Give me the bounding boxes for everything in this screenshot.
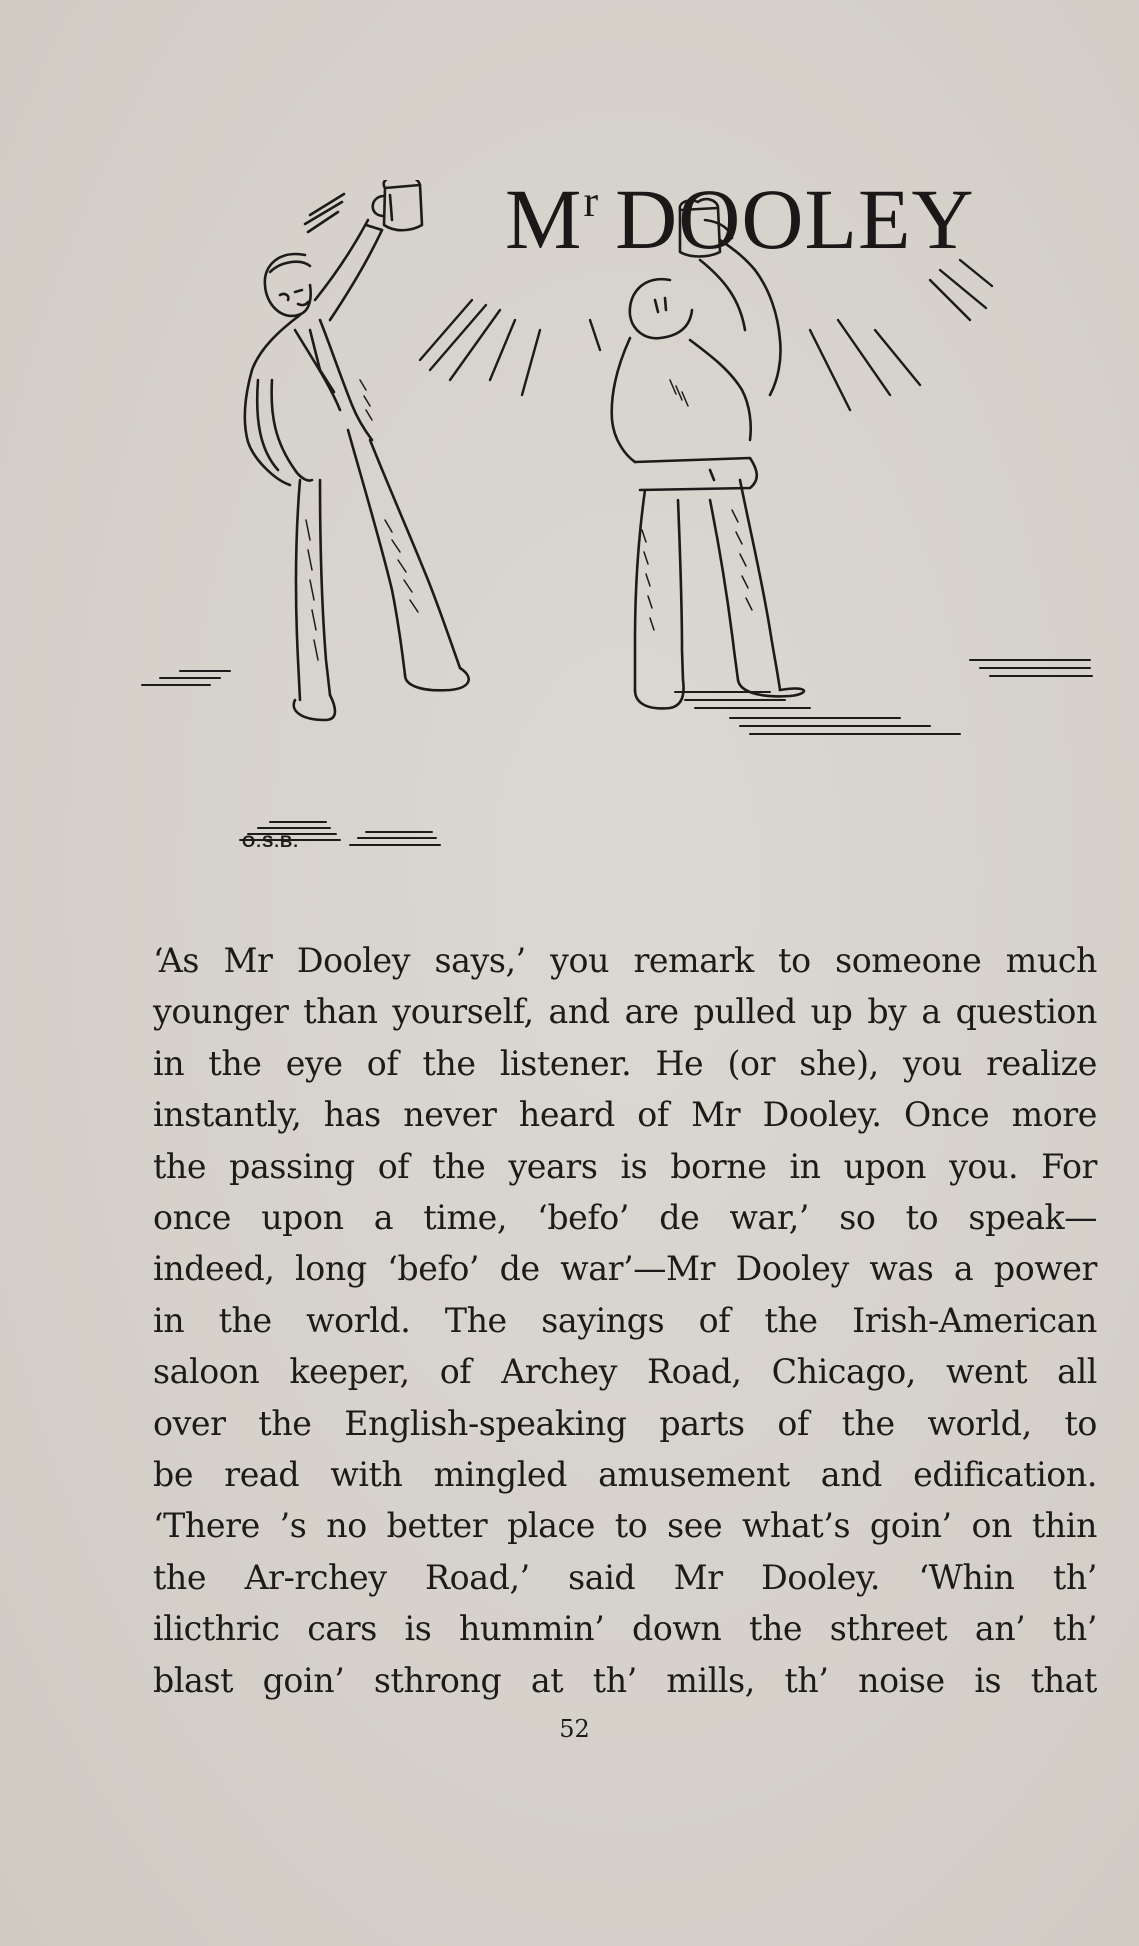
toasting-men-illustration [130,180,1100,880]
body-line: instantly, has never heard of Mr Dooley. Once more [153,1095,1097,1135]
body-line: blast goin’ sthrong at th’ mills, th’ noise is that [153,1660,1097,1700]
title-superscript: r [583,176,600,226]
body-line: the Ar-rchey Road,’ said Mr Dooley. ‘Whin th’ [153,1557,1097,1597]
title-prefix: M [505,170,583,267]
page-number: 52 [559,1715,590,1743]
body-line: the passing of the years is borne in upon you. For [153,1146,1097,1186]
body-line: in the eye of the listener. He (or she), you realize [153,1043,1097,1083]
body-line: ‘There ’s no better place to see what’s goin’ on thin [153,1506,1097,1546]
left-man-figure [245,180,469,720]
body-line: indeed, long ‘befo’ de war’—Mr Dooley was a power [153,1249,1097,1289]
body-line: ‘As Mr Dooley says,’ you remark to someone much [153,941,1097,980]
body-line: once upon a time, ‘befo’ de war,’ so to speak— [153,1198,1097,1238]
body-line: in the world. The sayings of the Irish-American [153,1300,1097,1340]
body-line: younger than yourself, and are pulled up by a question [153,992,1097,1032]
ground-lines [142,660,1092,845]
right-man-figure [612,199,804,708]
title-name: DOOLEY [615,170,975,267]
body-line: be read with mingled amusement and edification. [153,1455,1097,1495]
body-line: saloon keeper, of Archey Road, Chicago, went all [153,1352,1097,1392]
body-line: over the English-speaking parts of the world, to [153,1403,1097,1443]
body-line: ilicthric cars is hummin’ down the sthreet an’ th’ [153,1609,1097,1649]
body-paragraph [153,935,1097,1706]
cheer-lines [420,260,992,410]
illustrator-signature: O.S.B. [242,832,300,851]
